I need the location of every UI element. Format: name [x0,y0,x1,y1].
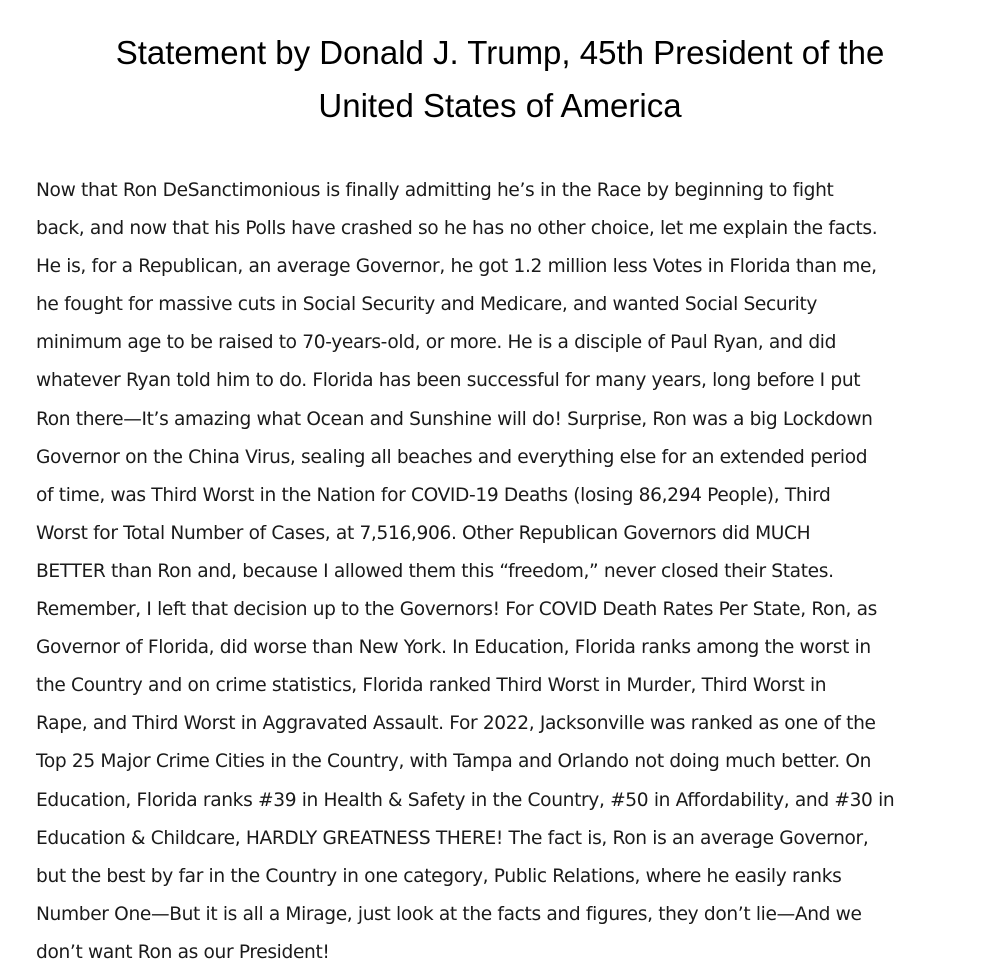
body-line: of time, was Third Worst in the Nation for COVID-19 Deaths (losing 86,294 People), Third [36,484,831,506]
statement-body [36,172,966,972]
body-line: Governor of Florida, did worse than New York. In Education, Florida ranks among the worst in [36,637,871,659]
body-line: back, and now that his Polls have crashed so he has no other choice, let me explain the facts. [36,218,878,240]
body-line: Education & Childcare, HARDLY GREATNESS THERE! The fact is, Ron is an average Governor, [36,827,869,849]
page-title [60,26,940,132]
body-line: Remember, I left that decision up to the Governors! For COVID Death Rates Per State, Ron, as [36,599,878,621]
body-line: Rape, and Third Worst in Aggravated Assault. For 2022, Jacksonville was ranked as one of the [36,713,876,735]
body-line: Worst for Total Number of Cases, at 7,516,906. Other Republican Governors did MUCH [36,522,811,544]
body-line: He is, for a Republican, an average Governor, he got 1.2 million less Votes in Florida than me, [36,256,877,278]
body-line: don’t want Ron as our President! [36,941,330,963]
title-line: United States of America [318,87,682,124]
body-line: he fought for massive cuts in Social Security and Medicare, and wanted Social Security [36,294,818,316]
title-line: Statement by Donald J. Trump, 45th President of the [115,34,885,71]
body-line: Governor on the China Virus, sealing all beaches and everything else for an extended period [36,446,868,468]
body-line: Education, Florida ranks #39 in Health & Safety in the Country, #50 in Affordability, and #30 in [36,789,895,811]
body-line: Top 25 Major Crime Cities in the Country, with Tampa and Orlando not doing much better. On [36,751,872,773]
body-line: Number One—But it is all a Mirage, just look at the facts and figures, they don’t lie—And we [36,903,862,925]
body-line: the Country and on crime statistics, Florida ranked Third Worst in Murder, Third Worst in [36,675,827,697]
body-line: Ron there—It’s amazing what Ocean and Sunshine will do! Surprise, Ron was a big Lockdown [36,408,873,430]
body-line: Now that Ron DeSanctimonious is finally admitting he’s in the Race by beginning to fight [36,180,834,201]
body-line: minimum age to be raised to 70-years-old, or more. He is a disciple of Paul Ryan, and did [36,332,837,354]
body-line: but the best by far in the Country in one category, Public Relations, where he easily ranks [36,865,842,887]
body-line: BETTER than Ron and, because I allowed them this “freedom,” never closed their States. [36,560,834,582]
body-line: whatever Ryan told him to do. Florida has been successful for many years, long before I put [36,370,861,392]
